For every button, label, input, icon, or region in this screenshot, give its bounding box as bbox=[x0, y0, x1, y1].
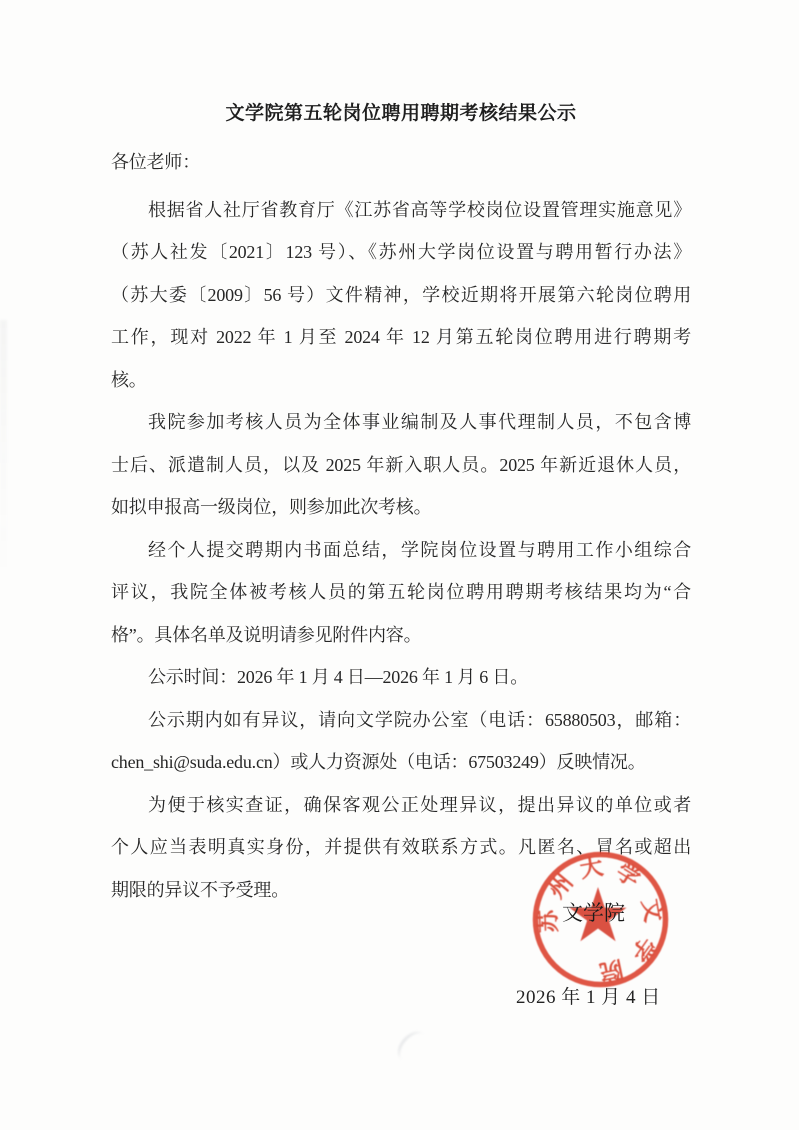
paragraph-line: 士后、派遣制人员，以及 2025 年新入职人员。2025 年新近退休人员， bbox=[111, 454, 691, 475]
paragraph-line: 评议，我院全体被考核人员的第五轮岗位聘用聘期考核结果均为“合 bbox=[111, 582, 691, 602]
paragraph-line: 核。 bbox=[111, 369, 147, 390]
seal-char: 学 bbox=[626, 932, 660, 966]
seal-char: 院 bbox=[597, 955, 626, 986]
document-title: 文学院第五轮岗位聘用聘期考核结果公示 bbox=[225, 103, 577, 124]
paragraph-publicity-period bbox=[111, 656, 691, 699]
scan-artifact bbox=[0, 320, 7, 580]
paragraph-line: 格”。具体名单及说明请参见附件内容。 bbox=[111, 624, 422, 645]
paragraph-2 bbox=[111, 401, 691, 529]
paragraph-line: 我院参加考核人员为全体事业编制及人事代理制人员，不包含博 bbox=[148, 412, 691, 432]
paragraph-1 bbox=[111, 189, 691, 402]
paragraph-line: 个人应当表明真实身份，并提供有效联系方式。凡匿名、冒名或超出 bbox=[111, 837, 691, 857]
paragraph-contact bbox=[111, 699, 691, 784]
seal-char: 学 bbox=[611, 858, 645, 893]
signature-unit: 文学院 bbox=[562, 901, 625, 925]
seal-char: 文 bbox=[637, 897, 667, 924]
paragraph-line: （苏人社发〔2021〕123 号）、《苏州大学岗位设置与聘用暂行办法》 bbox=[111, 242, 691, 262]
salutation: 各位老师： bbox=[111, 152, 200, 172]
paragraph-3 bbox=[111, 529, 691, 657]
seal-char: 大 bbox=[578, 853, 605, 883]
signature-date: 2026 年 1 月 4 日 bbox=[516, 987, 661, 1008]
paragraph-line: 公示时间：2026 年 1 月 4 日—2026 年 1 月 6 日。 bbox=[148, 667, 528, 687]
document-body bbox=[111, 100, 691, 911]
scan-artifact bbox=[393, 1026, 433, 1068]
paragraph-line: chen_shi@suda.edu.cn）或人力资源处（电话：67503249）反映情况。 bbox=[111, 752, 646, 772]
paragraph-line: 期限的异议不予受理。 bbox=[111, 879, 289, 900]
paragraph-line: 工作，现对 2022 年 1 月至 2024 年 12 月第五轮岗位聘用进行聘期考 bbox=[111, 327, 691, 347]
paragraph-line: 根据省人社厅省教育厅《江苏省高等学校岗位设置管理实施意见》 bbox=[148, 199, 691, 220]
paragraph-line: 为便于核实查证，确保客观公正处理异议，提出异议的单位或者 bbox=[148, 794, 691, 815]
paragraph-line: 公示期内如有异议，请向文学院办公室（电话：65880503，邮箱： bbox=[148, 709, 691, 730]
paragraph-line: 如拟申报高一级岗位，则参加此次考核。 bbox=[111, 497, 432, 517]
paragraph-line: 经个人提交聘期内书面总结，学院岗位设置与聘用工作小组综合 bbox=[148, 539, 691, 560]
seal-char: 苏 bbox=[535, 909, 562, 934]
seal-char: 州 bbox=[543, 869, 578, 903]
paragraph-line: （苏大委〔2009〕56 号）文件精神，学校近期将开展第六轮岗位聘用 bbox=[111, 284, 691, 305]
